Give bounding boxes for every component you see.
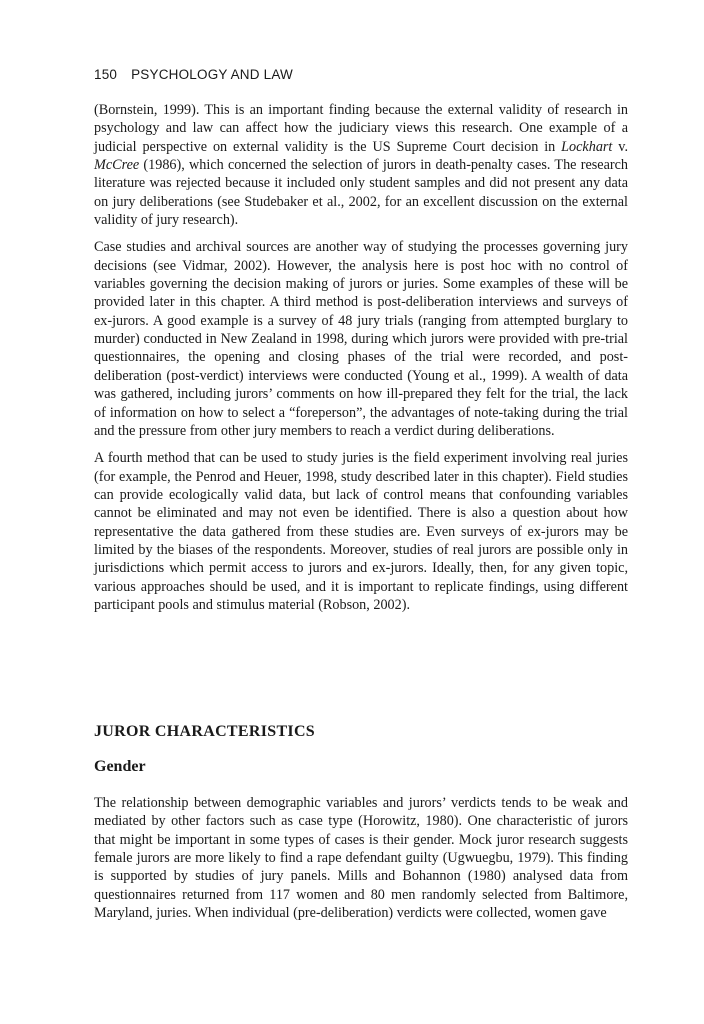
running-title: PSYCHOLOGY AND LAW	[131, 67, 293, 82]
section-heading: JUROR CHARACTERISTICS	[94, 723, 316, 740]
paragraph-2: Case studies and archival sources are another way of studying the processes governing jury decisions (see Vidmar, 2002). However, the analysis here is post hoc with no control of variables governing the decision making of jurors or juries. Some examples of these will be provided later in this chapter. A third method is post-deliberation interviews and surveys of ex-jurors. A good example is a survey of 48 jury trials (ranging from attempted burglary to murder) conducted in New Zealand in 1998, during which jurors were provided with pre-trial questionnaires, the opening and closing phases of the trial were recorded, and post-deliberation (post-verdict) interviews were conducted (Young et al., 1999). A wealth of data was gathered, including jurors’ comments on how ill-prepared they felt for the trial, the lack of information on how to select a “foreperson”, the advantages of note-taking during the trial and the pressure from other jury members to reach a verdict during deliberations.	[94, 239, 628, 439]
case-versus: v.	[612, 138, 628, 155]
paragraph-1-text-b: (1986), which concerned the selection of jurors in death-penalty cases. The research literature was rejected because it included only student samples and did not present any data on jury deliberations (see Studebaker et al., 2002, for an excellent discussion on the external validity of jury research).	[94, 157, 628, 229]
running-header	[94, 67, 293, 82]
paragraph-1-text-a: (Bornstein, 1999). This is an important finding because the external validity of research in psychology and law can affect how the judiciary views this research. One example of a judicial perspective on external validity is the US Supreme Court decision in	[94, 102, 628, 155]
case-name-mccree: McCree	[94, 157, 140, 174]
paragraph-1	[94, 101, 628, 229]
body-text-lower	[94, 794, 628, 922]
subsection-heading: Gender	[94, 758, 146, 775]
paragraph-3: A fourth method that can be used to study juries is the field experiment involving real juries (for example, the Penrod and Heuer, 1998, study described later in this chapter). Field studies can provide ecologically valid data, but lack of control means that confounding variables cannot be eliminated and may not even be identified. There is also a question about how representative the data gathered from these studies are. Even surveys of ex-jurors may be limited by the biases of the respondents. Moreover, studies of real jurors are possible only in jurisdictions which permit access to jurors and ex-jurors. Ideally, then, for any given topic, various approaches should be used, and it is important to replicate findings, using different participant pools and stimulus material (Robson, 2002).	[94, 450, 628, 613]
page-number: 150	[94, 67, 118, 82]
case-name-lockhart: Lockhart	[561, 138, 613, 155]
paragraph-4: The relationship between demographic variables and jurors’ verdicts tends to be weak and mediated by other factors such as case type (Horowitz, 1980). One characteristic of jurors that might be important in some types of cases is their gender. Mock juror research suggests female jurors are more likely to find a rape defendant guilty (Ugwuegbu, 1979). This finding is supported by studies of jury panels. Mills and Bohannon (1980) analysed data from questionnaires returned from 117 women and 80 men randomly selected from Baltimore, Maryland, juries. When individual (pre-deliberation) verdicts were collected, women gave	[94, 795, 628, 922]
body-text-upper	[94, 101, 628, 623]
